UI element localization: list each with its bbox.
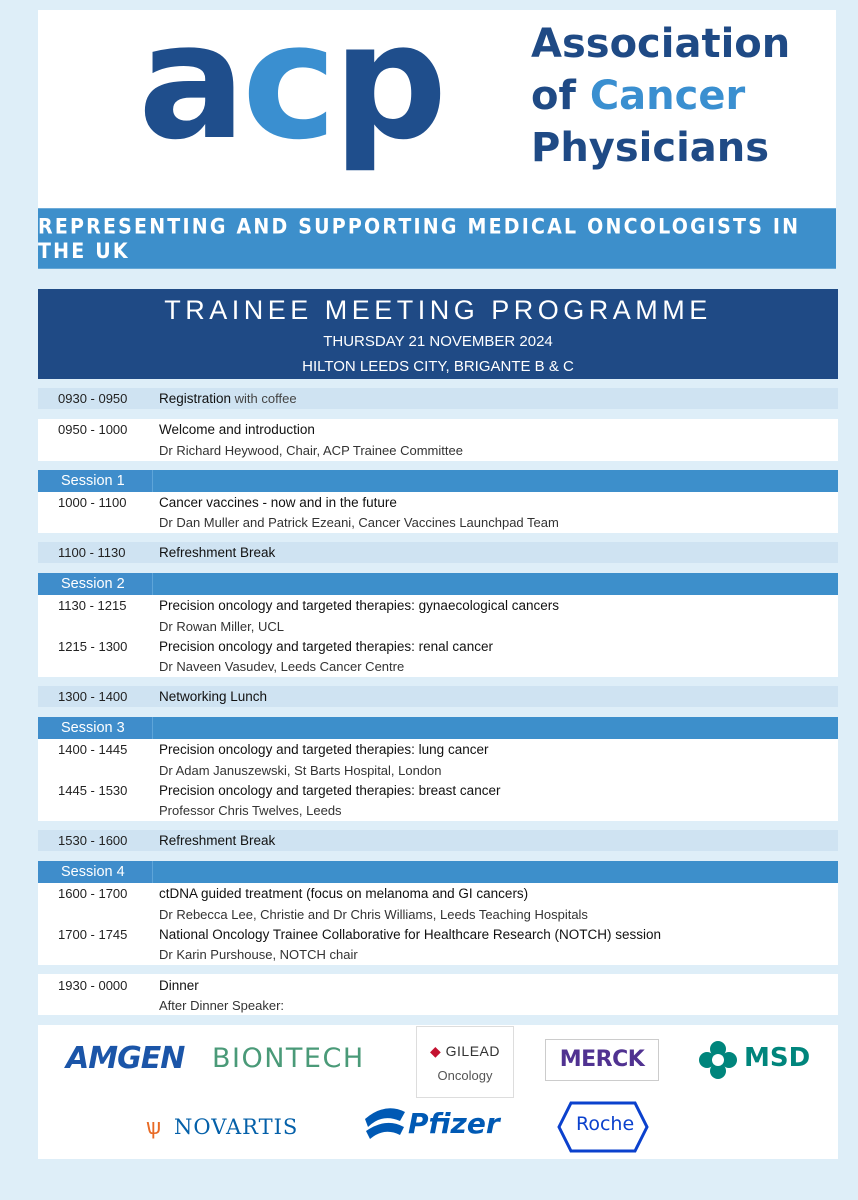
gilead-sub: Oncology: [437, 1068, 493, 1083]
assoc-cancer: Cancer: [589, 73, 746, 119]
novartis-flame-icon: ѱ: [146, 1114, 162, 1139]
title: Precision oncology and targeted therapies: gynaecological cancers: [159, 598, 559, 613]
biontech-logo: BIONTECH: [212, 1043, 365, 1074]
title: National Oncology Trainee Collaborative for Healthcare Research (NOTCH) session: [159, 927, 661, 942]
speaker: Dr Richard Heywood, Chair, ACP Trainee Committee: [159, 443, 463, 458]
title: Dinner: [159, 978, 199, 993]
time: 1530 - 1600: [58, 833, 128, 848]
registration-title: Registration: [159, 391, 232, 406]
assoc-line-2: [531, 70, 790, 122]
tagline-banner: REPRESENTING AND SUPPORTING MEDICAL ONCOLOGISTS IN THE UK: [38, 208, 836, 269]
agenda-row-welcome: [38, 419, 838, 461]
registration-note: with coffee: [231, 391, 297, 406]
title: Precision oncology and targeted therapies: breast cancer: [159, 783, 501, 798]
association-name: [531, 18, 790, 174]
session-label: Session 4: [38, 861, 153, 883]
speaker: Professor Chris Twelves, Leeds: [159, 803, 342, 818]
speaker: Dr Rebecca Lee, Christie and Dr Chris Williams, Leeds Teaching Hospitals: [159, 907, 588, 922]
pfizer-icon: [360, 1097, 410, 1147]
logo-letter-a: a: [138, 0, 242, 175]
time: 1300 - 1400: [58, 689, 128, 704]
programme-title: TRAINEE MEETING PROGRAMME: [164, 295, 712, 325]
pfizer-logo: Pfizer: [408, 1107, 500, 1140]
title: Refreshment Break: [159, 833, 276, 848]
title: Precision oncology and targeted therapies: lung cancer: [159, 742, 489, 757]
agenda-row-registration: [38, 388, 838, 409]
time: 1130 - 1215: [58, 598, 127, 613]
gilead-logo: [416, 1026, 514, 1098]
speaker: Dr Karin Purshouse, NOTCH chair: [159, 947, 358, 962]
gilead-name: [417, 1043, 513, 1060]
session-label: Session 1: [38, 470, 153, 492]
programme-header: [38, 289, 838, 379]
speaker: Dr Adam Januszewski, St Barts Hospital, London: [159, 763, 442, 778]
time: 1930 - 0000: [58, 978, 128, 993]
roche-logo: Roche: [576, 1113, 635, 1135]
gilead-text: GILEAD: [445, 1043, 501, 1059]
programme-venue: HILTON LEEDS CITY, BRIGANTE B & C: [302, 358, 574, 375]
merck-logo: MERCK: [545, 1039, 659, 1081]
msd-icon: [698, 1040, 738, 1080]
title: [159, 391, 297, 406]
agenda-row-dinner: [38, 974, 838, 1015]
session-label: Session 3: [38, 717, 153, 739]
session-3-header: [38, 717, 838, 739]
title: Precision oncology and targeted therapies: renal cancer: [159, 639, 493, 654]
assoc-line-3: Physicians: [531, 125, 770, 171]
sponsor-logos: [38, 1025, 838, 1159]
logo-letter-c: c: [241, 0, 333, 175]
session-4-header: [38, 861, 838, 883]
title: Welcome and introduction: [159, 422, 315, 437]
assoc-of: of: [531, 73, 590, 119]
agenda-row-break: [38, 830, 838, 851]
speaker: Dr Naveen Vasudev, Leeds Cancer Centre: [159, 659, 405, 674]
time: 0930 - 0950: [58, 391, 128, 406]
agenda-row-break: [38, 542, 838, 563]
agenda-row: [38, 492, 838, 533]
msd-logo: MSD: [744, 1043, 811, 1073]
time: 1445 - 1530: [58, 783, 128, 798]
title: Refreshment Break: [159, 545, 276, 560]
time: 0950 - 1000: [58, 422, 128, 437]
novartis-logo: NOVARTIS: [174, 1115, 299, 1139]
programme-date: THURSDAY 21 NOVEMBER 2024: [323, 333, 553, 350]
title: Networking Lunch: [159, 689, 268, 704]
time: 1100 - 1130: [58, 545, 126, 560]
agenda-row-lunch: [38, 686, 838, 707]
agenda-session-2-body: [38, 595, 838, 677]
speaker: After Dinner Speaker:: [159, 998, 285, 1013]
time: 1600 - 1700: [58, 886, 128, 901]
time: 1400 - 1445: [58, 742, 128, 757]
title: ctDNA guided treatment (focus on melanoma and GI cancers): [159, 886, 529, 901]
session-1-header: [38, 470, 838, 492]
acp-logo: [138, 0, 444, 175]
amgen-logo: AMGEN: [66, 1041, 185, 1076]
agenda-session-3-body: [38, 739, 838, 821]
gilead-drop-icon: ◆: [429, 1043, 442, 1059]
session-2-header: [38, 573, 838, 595]
assoc-line-1: Association: [531, 21, 791, 67]
time: 1700 - 1745: [58, 927, 128, 942]
title: Cancer vaccines - now and in the future: [159, 495, 397, 510]
acp-header: [38, 0, 836, 210]
session-label: Session 2: [38, 573, 153, 595]
time: 1215 - 1300: [58, 639, 128, 654]
logo-letter-p: p: [332, 0, 444, 175]
speaker: Dr Rowan Miller, UCL: [159, 619, 284, 634]
agenda-session-4-body: [38, 883, 838, 965]
speaker: Dr Dan Muller and Patrick Ezeani, Cancer Vaccines Launchpad Team: [159, 515, 559, 530]
time: 1000 - 1100: [58, 495, 127, 510]
